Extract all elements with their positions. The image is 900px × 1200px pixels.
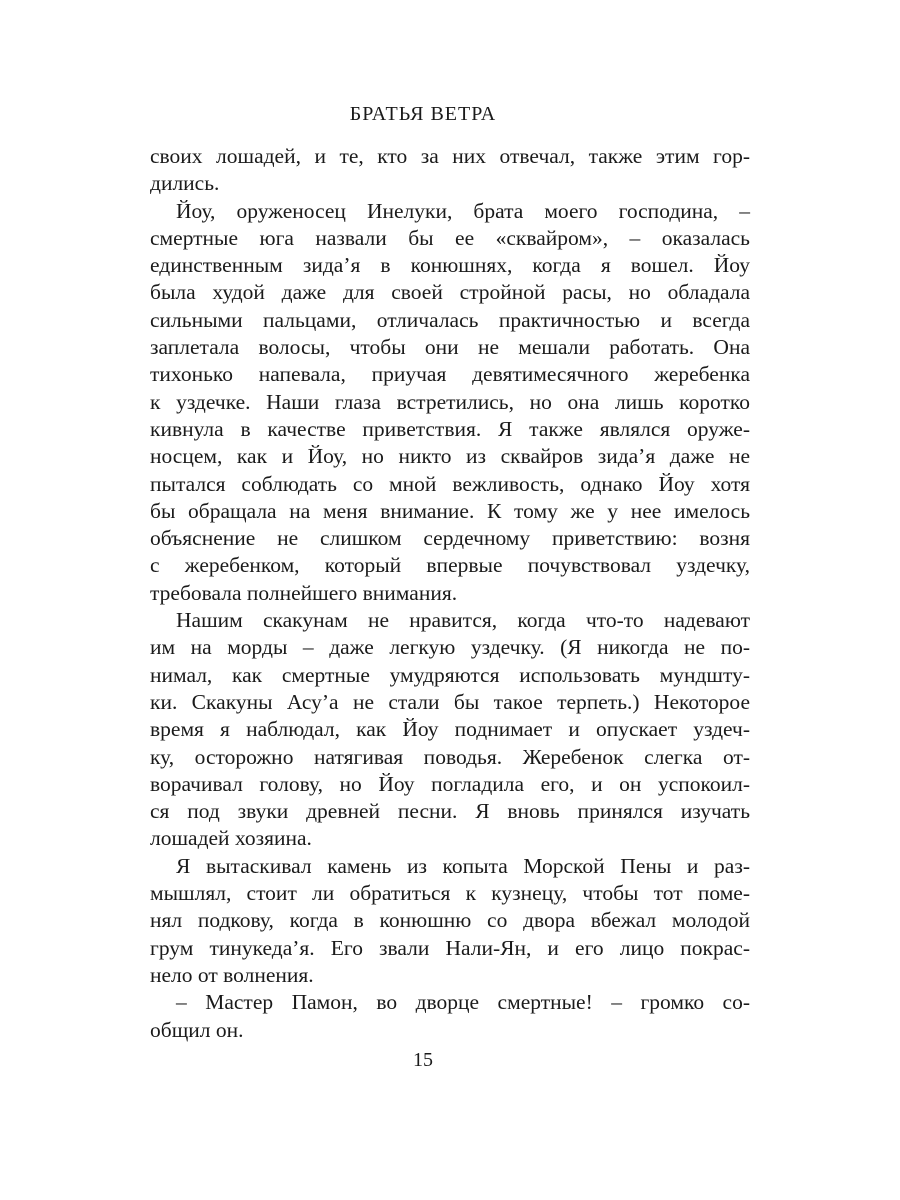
- text-line: Йоу, оруженосец Инелуки, брата моего господина, –: [176, 198, 750, 223]
- text-line: носцем, как и Йоу, но никто из сквайров зида’я даже не: [150, 444, 750, 469]
- text-line: пытался соблюдать со мной вежливость, однако Йоу хотя: [150, 471, 750, 496]
- text-line: объяснение не слишком сердечному приветствию: возня: [150, 526, 750, 551]
- text-line: нял подкову, когда в конюшню со двора вбежал молодой: [150, 908, 750, 933]
- text-line: бы обращала на меня внимание. К тому же у нее имелось: [150, 498, 750, 523]
- text-line: время я наблюдал, как Йоу поднимает и опускает уздеч-: [150, 717, 750, 742]
- text-line: кивнула в качестве приветствия. Я также являлся оруже-: [150, 416, 750, 441]
- text-line: единственным зида’я в конюшнях, когда я вошел. Йоу: [150, 253, 750, 278]
- text-line: заплетала волосы, чтобы они не мешали работать. Она: [150, 335, 750, 360]
- text-line: дились.: [150, 171, 220, 196]
- running-head: БРАТЬЯ ВЕТРА: [349, 103, 497, 125]
- text-line: с жеребенком, который впервые почувствовал уздечку,: [150, 553, 750, 578]
- text-line: Нашим скакунам не нравится, когда что-то надевают: [176, 608, 750, 633]
- text-line: сильными пальцами, отличалась практичностью и всегда: [150, 307, 750, 332]
- text-line: ся под звуки древней песни. Я вновь принялся изучать: [150, 799, 750, 824]
- text-line: тихонько напевала, приучая девятимесячного жеребенка: [150, 362, 750, 387]
- text-line: грум тинукеда’я. Его звали Нали-Ян, и его лицо покрас-: [150, 935, 750, 960]
- text-line: им на морды – даже легкую уздечку. (Я никогда не по-: [150, 635, 750, 660]
- text-line: мышлял, стоит ли обратиться к кузнецу, чтобы тот поме-: [150, 881, 750, 906]
- text-line: ку, осторожно натягивая поводья. Жеребенок слегка от-: [150, 744, 750, 769]
- text-line: ворачивал голову, но Йоу погладила его, и он успокоил-: [150, 771, 750, 796]
- text-line: общил он.: [150, 1017, 244, 1042]
- text-line: – Мастер Памон, во дворце смертные! – громко со-: [176, 990, 750, 1015]
- text-line: нимал, как смертные умудряются использовать мундшту-: [150, 662, 750, 687]
- body-text: [150, 143, 750, 1044]
- text-line: нело от волнения.: [150, 962, 314, 987]
- text-line: требовала полнейшего внимания.: [150, 580, 458, 605]
- text-line: была худой даже для своей стройной расы, но обладала: [150, 280, 750, 305]
- page-number: 15: [413, 1049, 433, 1071]
- text-line: смертные юга назвали бы ее «сквайром», – оказалась: [150, 225, 750, 250]
- text-line: к уздечке. Наши глаза встретились, но она лишь коротко: [150, 389, 750, 414]
- text-line: ки. Скакуны Асу’а не стали бы такое терпеть.) Некоторое: [150, 689, 750, 714]
- text-line: своих лошадей, и те, кто за них отвечал, также этим гор-: [150, 144, 750, 168]
- text-line: Я вытаскивал камень из копыта Морской Пены и раз-: [176, 853, 750, 878]
- text-line: лошадей хозяина.: [150, 826, 312, 851]
